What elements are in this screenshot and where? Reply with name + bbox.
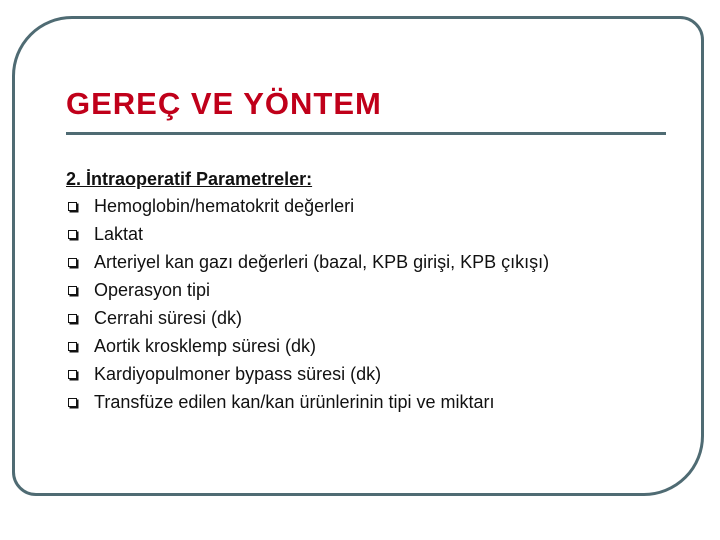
hollow-square-bullet-icon: [68, 398, 77, 407]
list-item-text: Hemoglobin/hematokrit değerleri: [94, 196, 355, 216]
hollow-square-bullet-icon: [68, 370, 77, 379]
list-item-text: Arteriyel kan gazı değerleri (bazal, KPB girişi, KPB çıkışı): [94, 252, 550, 272]
slide-content: [66, 166, 686, 416]
list-item: [66, 360, 686, 388]
list-item-text: Operasyon tipi: [94, 280, 211, 300]
list-item-text: Transfüze edilen kan/kan ürünlerinin tipi ve miktarı: [94, 392, 495, 412]
slide-title: GEREÇ VE YÖNTEM: [66, 86, 382, 121]
list-item: [66, 192, 686, 220]
list-item-text: Cerrahi süresi (dk): [94, 308, 243, 328]
list-item-text: Kardiyopulmoner bypass süresi (dk): [94, 364, 382, 384]
list-item: [66, 220, 686, 248]
list-item-text: Laktat: [94, 224, 144, 244]
list-item: [66, 276, 686, 304]
hollow-square-bullet-icon: [68, 230, 77, 239]
section-heading: 2. İntraoperatif Parametreler:: [66, 169, 313, 189]
hollow-square-bullet-icon: [68, 258, 77, 267]
hollow-square-bullet-icon: [68, 202, 77, 211]
hollow-square-bullet-icon: [68, 286, 77, 295]
list-item-text: Aortik krosklemp süresi (dk): [94, 336, 317, 356]
list-item: [66, 332, 686, 360]
title-underline-rule: [66, 132, 666, 135]
hollow-square-bullet-icon: [68, 314, 77, 323]
hollow-square-bullet-icon: [68, 342, 77, 351]
list-item: [66, 304, 686, 332]
list-item: [66, 388, 686, 416]
list-item: [66, 248, 686, 276]
parameter-list: [66, 192, 686, 416]
